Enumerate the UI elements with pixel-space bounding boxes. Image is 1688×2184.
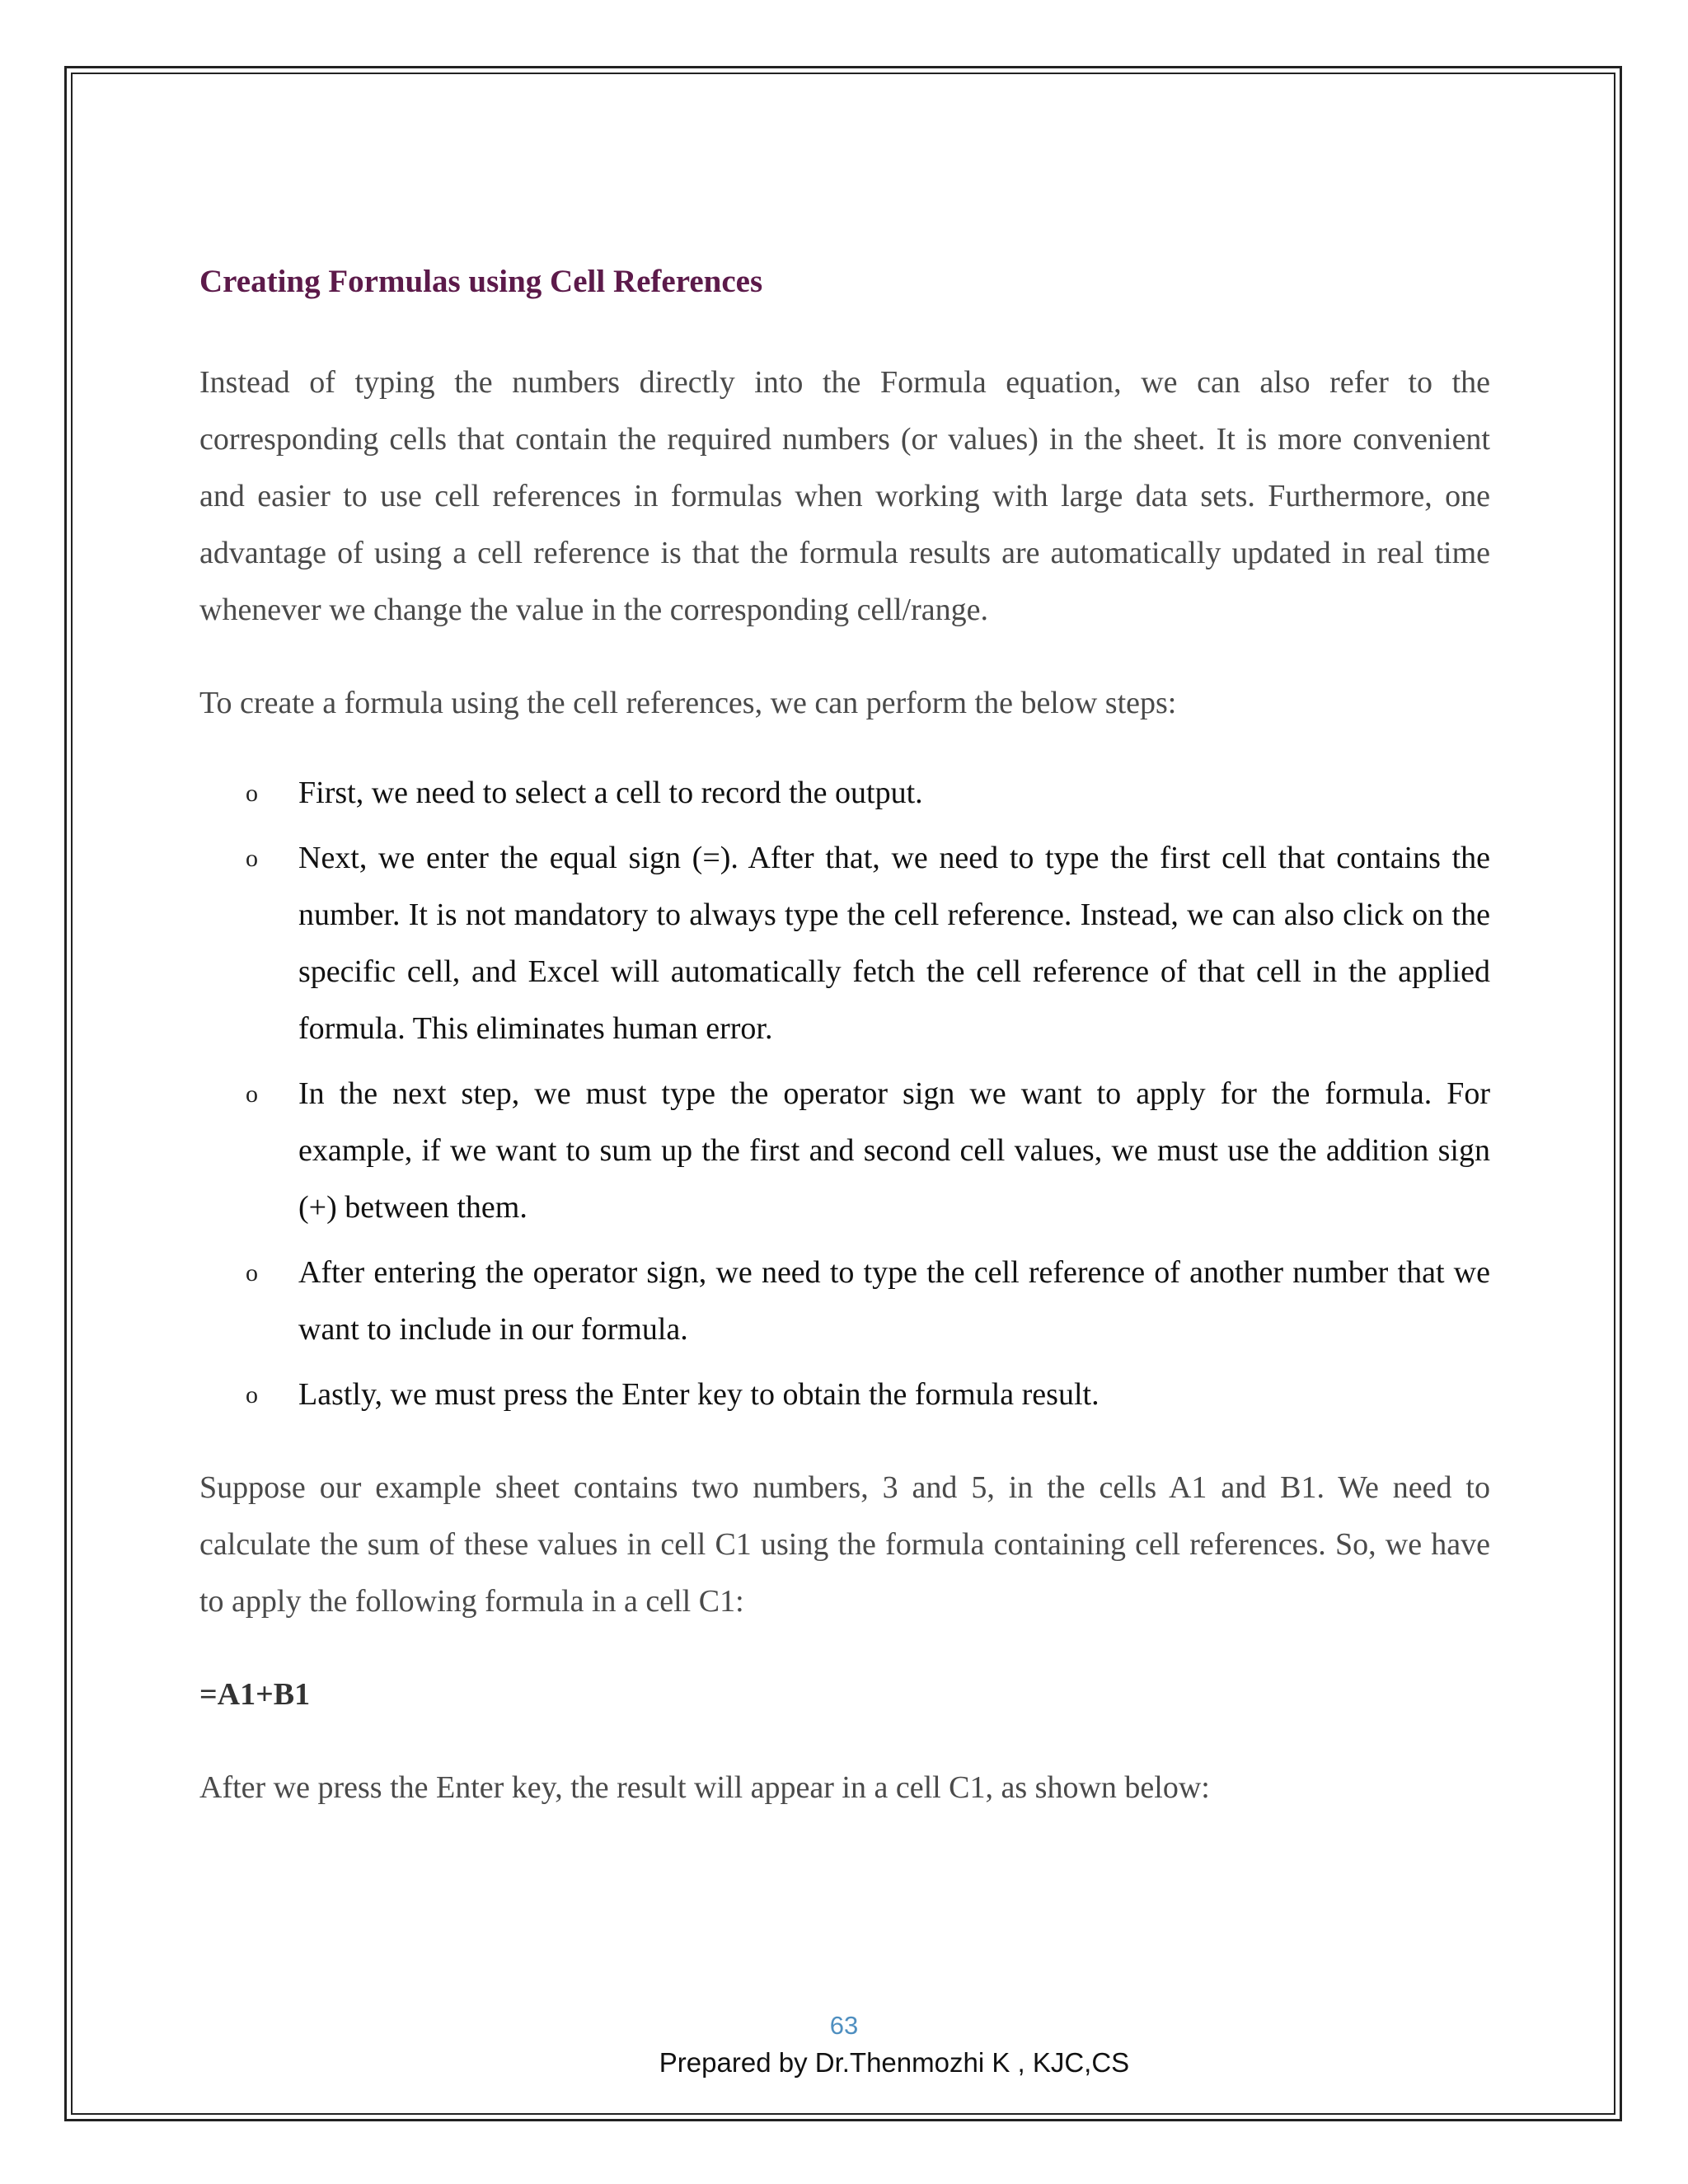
steps-intro-paragraph: To create a formula using the cell references, we can perform the below steps: bbox=[199, 686, 1177, 720]
bullet-icon: o bbox=[246, 1259, 258, 1286]
bullet-icon: o bbox=[246, 780, 258, 807]
page-number: 63 bbox=[829, 2011, 859, 2040]
list-item bbox=[199, 1066, 1490, 1236]
page-content bbox=[199, 255, 1490, 1816]
step-text: Next, we enter the equal sign (=). After that, we need to type the first cell that contains the number. It is not mandatory to always type the cell reference. Instead, we can also click on the specific cell, and Excel will automatically fetch the cell reference of that cell in the applied formula. This eliminates human error. bbox=[298, 841, 1490, 1046]
step-text: After entering the operator sign, we need to type the cell reference of another number that we want to include in our formula. bbox=[298, 1255, 1490, 1347]
example-paragraph: Suppose our example sheet contains two numbers, 3 and 5, in the cells A1 and B1. We need to calculate the sum of these values in cell C1 using the formula containing cell references. So, we have to apply the following formula in a cell C1: bbox=[199, 1470, 1490, 1619]
list-item bbox=[199, 830, 1490, 1057]
list-item bbox=[199, 1366, 1490, 1423]
steps-list bbox=[199, 765, 1490, 1423]
step-text: Lastly, we must press the Enter key to obtain the formula result. bbox=[298, 1377, 1100, 1412]
bullet-icon: o bbox=[246, 1080, 258, 1108]
result-paragraph: After we press the Enter key, the result will appear in a cell C1, as shown below: bbox=[199, 1770, 1210, 1805]
step-text: First, we need to select a cell to record the output. bbox=[298, 776, 923, 810]
intro-paragraph: Instead of typing the numbers directly into the Formula equation, we can also refer to the corresponding cells that contain the required numbers (or values) in the sheet. It is more convenient and easier to use cell references in formulas when working with large data sets. Furthermore, one advantage of using a cell reference is that the formula results are automatically updated in real time whenever we change the value in the corresponding cell/range. bbox=[199, 365, 1490, 627]
bullet-icon: o bbox=[246, 845, 258, 872]
formula-text: =A1+B1 bbox=[199, 1677, 311, 1712]
list-item bbox=[199, 765, 1490, 822]
step-text: In the next step, we must type the operator sign we want to apply for the formula. For example, if we want to sum up the first and second cell values, we must use the addition sign (+) between them. bbox=[298, 1076, 1490, 1225]
bullet-icon: o bbox=[246, 1381, 258, 1408]
footer-credit: Prepared by Dr.Thenmozhi K , KJC,CS bbox=[659, 2047, 1130, 2078]
list-item bbox=[199, 1244, 1490, 1358]
section-heading: Creating Formulas using Cell References bbox=[199, 264, 763, 299]
